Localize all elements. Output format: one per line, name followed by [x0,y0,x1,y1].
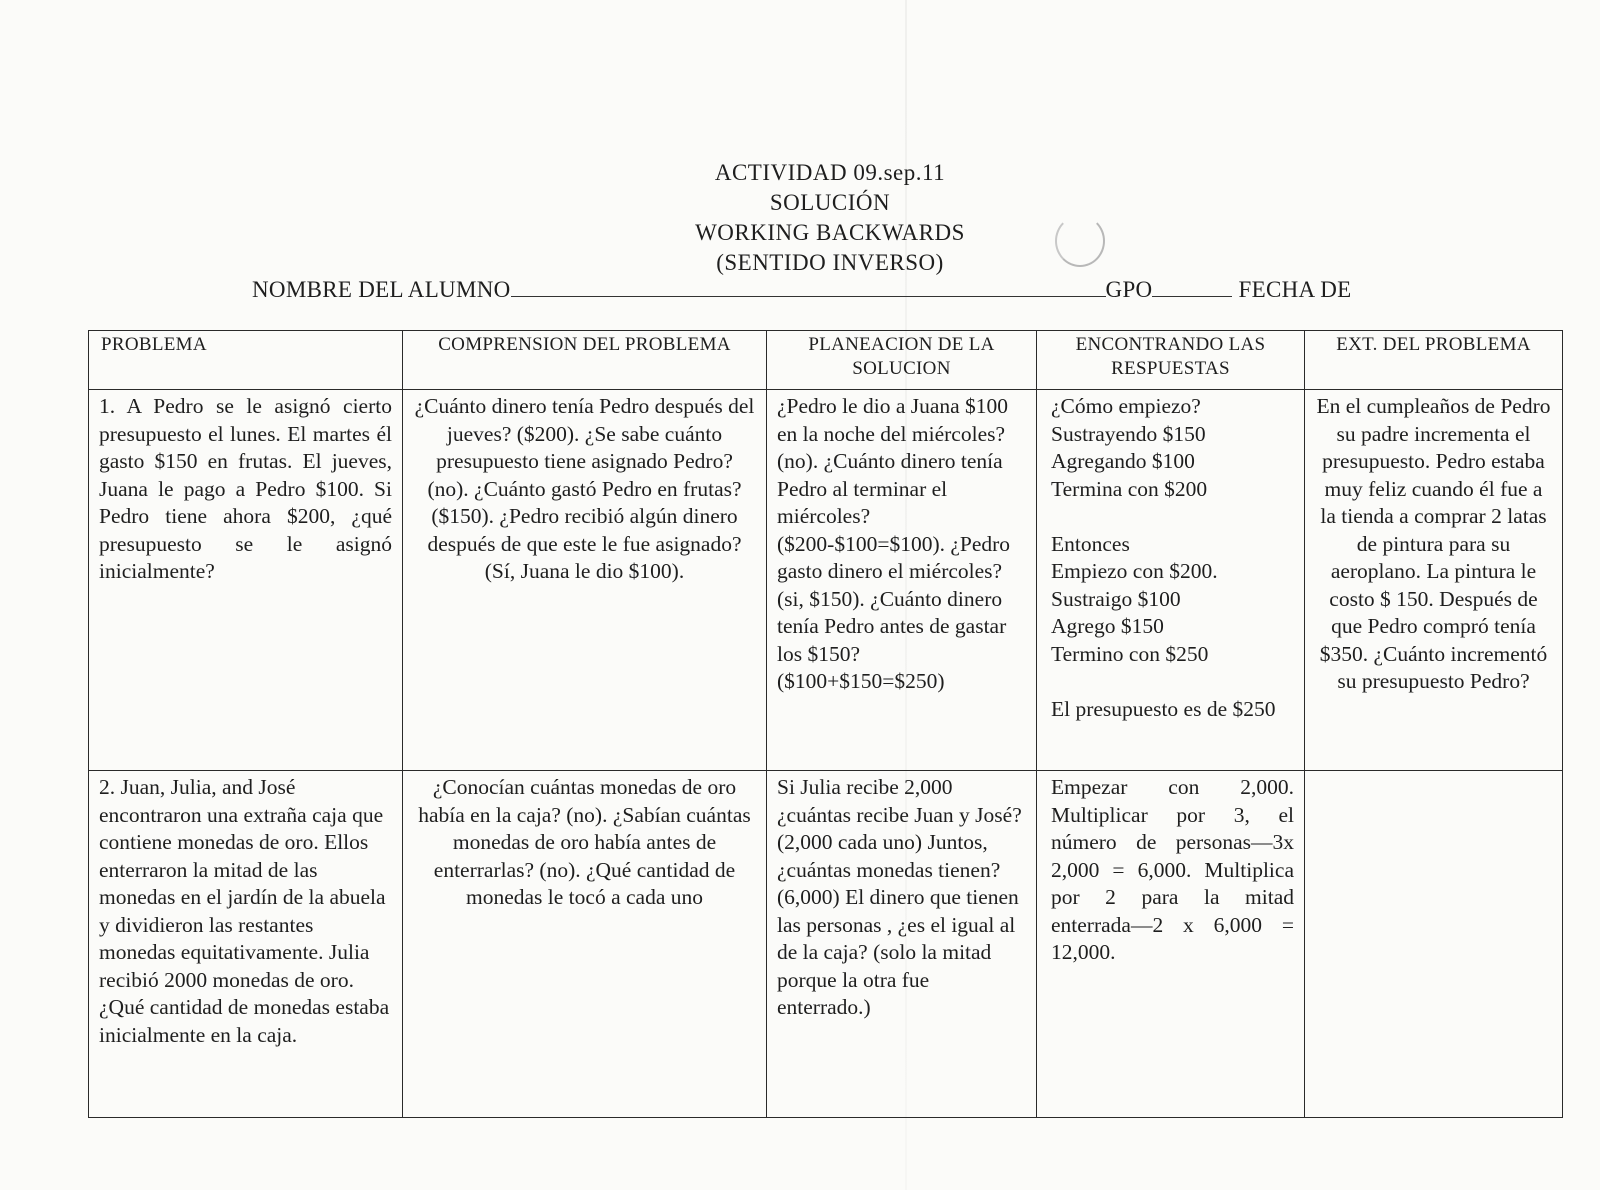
problem-1-comprehension: ¿Cuánto dinero tenía Pedro después del jueves? ($200). ¿Se sabe cuánto presupuesto tiene asignado Pedro? (no). ¿Cuánto gastó Pedro en frutas? ($150). ¿Pedro recibió algún dinero después de que este le fue asignado? (Sí, Juana le dio $100). [403,390,767,771]
problem-2-answers: Empezar con 2,000. Multiplicar por 3, el número de personas—3x 2,000 = 6,000. Multiplica por 2 para la mitad enterrada—2 x 6,000 = 12,000. [1037,771,1305,1118]
hole-punch-mark [1055,215,1105,267]
column-header-comprension: COMPRENSION DEL PROBLEMA [403,331,767,390]
problem-1-answers: ¿Cómo empiezo? Sustrayendo $150 Agregando $100 Termina con $200 Entonces Empiezo con $200. Sustraigo $100 Agrego $150 Termino con $250 El presupuesto es de $250 [1037,390,1305,771]
problem-table-wrapper [88,330,1562,1115]
problem-2-statement: 2. Juan, Julia, and José encontraron una extraña caja que contiene monedas de oro. Ellos enterraron la mitad de las monedas en el jardín de la abuela y dividieron las restantes monedas equitativamente. Julia recibió 2000 monedas de oro. ¿Qué cantidad de monedas estaba inicialmente en la caja. [89,771,403,1118]
problem-1-extension: En el cumpleaños de Pedro su padre incrementa el presupuesto. Pedro estaba muy feliz cuando él fue a la tienda a comprar 2 latas de pintura para su aeroplano. La pintura le costo $ 150. Después de que Pedro compró tenía $350. ¿Cuánto incrementó su presupuesto Pedro? [1305,390,1563,771]
problem-2-extension [1305,771,1563,1118]
problem-table [88,330,1563,1118]
table-row [89,771,1563,1118]
group-blank[interactable] [1152,276,1232,297]
method-subtitle: (SENTIDO INVERSO) [716,250,944,275]
column-header-extension: EXT. DEL PROBLEMA [1305,331,1563,390]
activity-title: ACTIVIDAD 09.sep.11 [714,160,946,185]
student-name-blank[interactable] [511,276,1106,297]
group-label: GPO [1105,277,1153,302]
student-name-label: NOMBRE DEL ALUMNO [252,277,511,302]
table-header-row [89,331,1563,390]
method-title: WORKING BACKWARDS [695,220,965,245]
solution-title: SOLUCIÓN [769,190,891,215]
column-header-planeacion: PLANEACION DE LA SOLUCION [767,331,1037,390]
problem-1-statement: 1. A Pedro se le asignó cierto presupuesto el lunes. El martes él gasto $150 en frutas. El jueves, Juana le pago a Pedro $100. Si Pedro tiene ahora $200, ¿qué presupuesto se le asignó inicialmente? [89,390,403,771]
column-header-problema: PROBLEMA [89,331,403,390]
worksheet-header [560,158,1100,278]
problem-1-planning: ¿Pedro le dio a Juana $100 en la noche del miércoles? (no). ¿Cuánto dinero tenía Pedro al terminar el miércoles? ($200-$100=$100). ¿Pedro gasto dinero el miércoles? (si, $150). ¿Cuánto dinero tenía Pedro antes de gastar los $150? ($100+$150=$250) [767,390,1037,771]
column-header-respuestas: ENCONTRANDO LAS RESPUESTAS [1037,331,1305,390]
problem-2-comprehension: ¿Conocían cuántas monedas de oro había en la caja? (no). ¿Sabían cuántas monedas de oro había antes de enterrarlas? (no). ¿Qué cantidad de monedas le tocó a cada uno [403,771,767,1118]
date-label: FECHA DE [1238,277,1352,302]
student-info-row [252,276,1351,303]
table-row [89,390,1563,771]
problem-2-planning: Si Julia recibe 2,000 ¿cuántas recibe Juan y José? (2,000 cada uno) Juntos, ¿cuántas monedas tienen? (6,000) El dinero que tienen las personas , ¿es el igual al de la caja? (solo la mitad porque la otra fue enterrado.) [767,771,1037,1118]
